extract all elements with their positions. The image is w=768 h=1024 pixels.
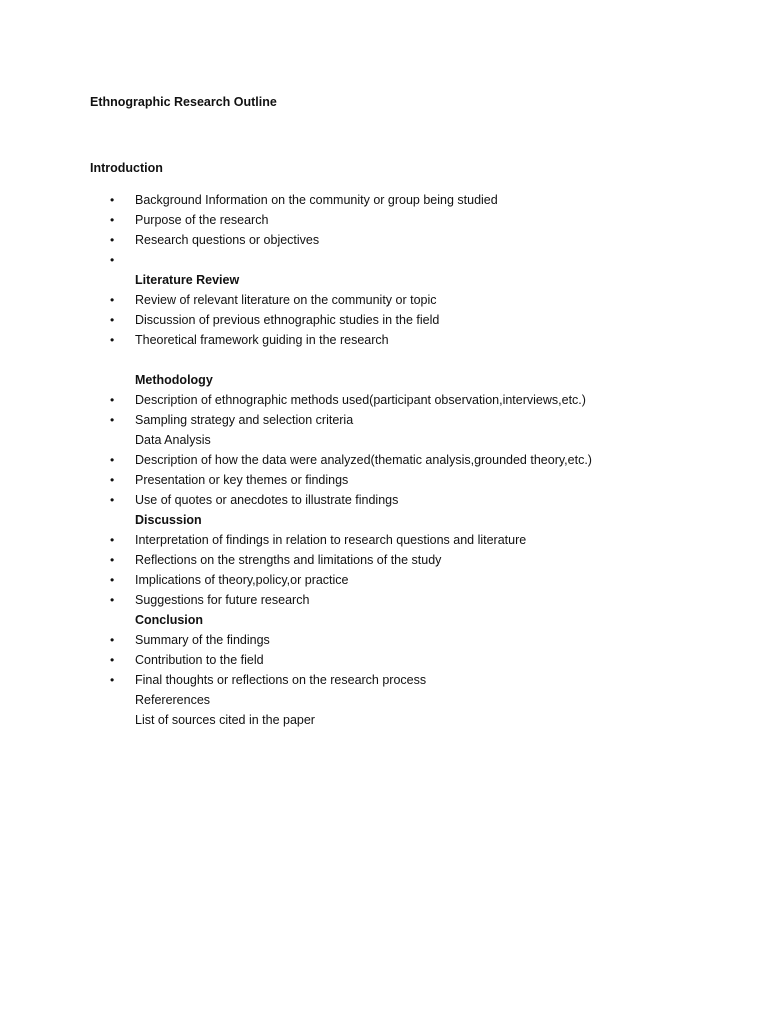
outline-text: Interpretation of findings in relation to research questions and literature	[135, 533, 527, 547]
section-heading-introduction: Introduction	[90, 161, 163, 175]
bullet-icon: •	[110, 393, 115, 407]
outline-text: Purpose of the research	[135, 213, 269, 227]
bullet-icon: •	[110, 673, 115, 687]
bullet-item	[0, 670, 768, 690]
outline-text: Reflections on the strengths and limitations of the study	[135, 553, 442, 567]
bullet-icon: •	[110, 313, 115, 327]
bullet-item	[0, 210, 768, 230]
outline-text: Methodology	[135, 373, 213, 387]
outline-line	[0, 430, 768, 450]
outline-text: Description of ethnographic methods used(participant observation,interviews,etc.)	[135, 393, 586, 407]
outline-text: Research questions or objectives	[135, 233, 320, 247]
outline-text: Contribution to the field	[135, 653, 264, 667]
bullet-item	[0, 450, 768, 470]
outline-text: Sampling strategy and selection criteria	[135, 413, 354, 427]
bullet-item	[0, 410, 768, 430]
bullet-item	[0, 590, 768, 610]
outline-line	[0, 710, 768, 730]
outline-text: Final thoughts or reflections on the research process	[135, 673, 427, 687]
document-title: Ethnographic Research Outline	[90, 95, 277, 109]
outline-text: List of sources cited in the paper	[135, 713, 315, 727]
bullet-item	[0, 310, 768, 330]
bullet-item	[0, 550, 768, 570]
bullet-icon: •	[110, 413, 115, 427]
outline-text: Literature Review	[135, 273, 240, 287]
section-heading	[0, 510, 768, 530]
bullet-item	[0, 570, 768, 590]
bullet-icon: •	[110, 193, 115, 207]
outline-text: Description of how the data were analyzed(thematic analysis,grounded theory,etc.)	[135, 453, 592, 467]
outline-list	[0, 190, 768, 730]
bullet-icon: •	[110, 253, 115, 267]
outline-text: Use of quotes or anecdotes to illustrate findings	[135, 493, 399, 507]
outline-text: Review of relevant literature on the community or topic	[135, 293, 437, 307]
section-heading	[0, 270, 768, 290]
bullet-item	[0, 230, 768, 250]
bullet-icon: •	[110, 453, 115, 467]
outline-text: Implications of theory,policy,or practice	[135, 573, 349, 587]
bullet-icon: •	[110, 213, 115, 227]
bullet-icon: •	[110, 533, 115, 547]
bullet-item	[0, 290, 768, 310]
outline-text: Background Information on the community or group being studied	[135, 193, 498, 207]
outline-text: Presentation or key themes or findings	[135, 473, 349, 487]
outline-text: Refererences	[135, 693, 211, 707]
bullet-item	[0, 630, 768, 650]
section-heading	[0, 370, 768, 390]
outline-line	[0, 690, 768, 710]
bullet-icon: •	[110, 473, 115, 487]
bullet-item	[0, 190, 768, 210]
bullet-icon: •	[110, 293, 115, 307]
outline-text: Suggestions for future research	[135, 593, 310, 607]
bullet-icon: •	[110, 333, 115, 347]
bullet-icon: •	[110, 233, 115, 247]
bullet-item	[0, 470, 768, 490]
outline-text: Discussion of previous ethnographic studies in the field	[135, 313, 440, 327]
outline-text: Conclusion	[135, 613, 204, 627]
bullet-icon: •	[110, 653, 115, 667]
outline-text: Theoretical framework guiding in the research	[135, 333, 389, 347]
outline-text: Data Analysis	[135, 433, 211, 447]
bullet-icon: •	[110, 553, 115, 567]
section-heading	[0, 610, 768, 630]
bullet-item	[0, 390, 768, 410]
outline-line	[0, 350, 768, 370]
bullet-item	[0, 530, 768, 550]
bullet-icon: •	[110, 633, 115, 647]
outline-text: Discussion	[135, 513, 202, 527]
bullet-item	[0, 650, 768, 670]
bullet-item	[0, 250, 768, 270]
outline-text: Summary of the findings	[135, 633, 270, 647]
bullet-item	[0, 330, 768, 350]
bullet-item	[0, 490, 768, 510]
bullet-icon: •	[110, 593, 115, 607]
bullet-icon: •	[110, 493, 115, 507]
bullet-icon: •	[110, 573, 115, 587]
